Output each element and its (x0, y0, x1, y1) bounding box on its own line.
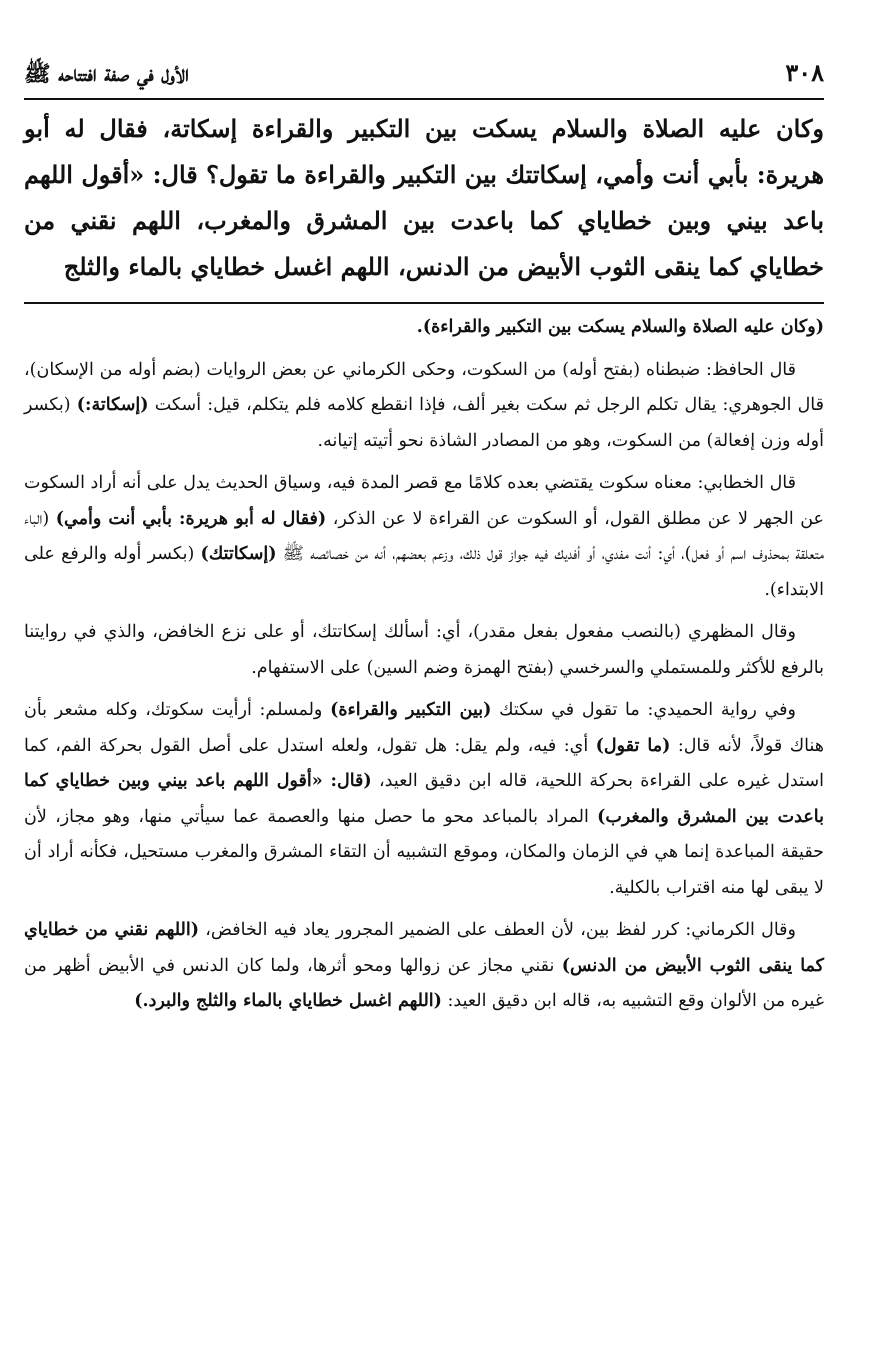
commentary-text: وقال الكرماني: كرر لفظ بين، لأن العطف على الضمير المجرور يعاد فيه الخافض، (198, 920, 796, 940)
commentary-paragraph-3 (24, 466, 824, 608)
commentary-text: المراد بالمباعد محو ما حصل منها والعصمة عما سيأتي منها، وهو مجاز، لأن حقيقة المباعدة إنما هي في الزمان والمكان، وموقع التشبيه أن التقاء المشرق والمغرب مستحيل، فكأنه أراد أن لا يبقى لها منه اقتراب بالكلية. (24, 806, 824, 898)
quoted-text: (قال: «أقول اللهم باعد بيني وبين خطاياي كما باعدت بين المشرق والمغرب) (24, 771, 824, 827)
quoted-text: (اللهم نقني من خطاياي كما ينقى الثوب الأبيض من الدنس) (24, 920, 824, 976)
commentary-text: أي: فيه، ولم يقل: هل تقول، ولعله استدل على أصل القول بحركة الفم، كما استدل غيره على القراءة بحركة اللحية، قاله ابن دقيق العيد، (24, 735, 824, 791)
header-rule (24, 98, 824, 100)
quoted-text: (وكان عليه الصلاة والسلام يسكت بين التكبير والقراءة). (416, 317, 824, 337)
running-title: الأول في صفة افتتاحه ﷺ (24, 61, 189, 87)
quoted-text: (ما تقول) (595, 735, 671, 756)
commentary-text: قال الحافظ: ضبطناه (بفتح أوله) من السكوت، وحكى الكرماني عن بعض الروايات (بضم أوله من الإسكان)، قال الجوهري: يقال تكلم الرجل ثم سكت بغير ألف، فإذا انقطع كلامه فلم يتكلم، قيل: أسكت (24, 359, 824, 415)
commentary-text: نقني مجاز عن زوالها ومحو أثرها، ولما كان الدنس في الأبيض أظهر من غيره من الألوان وقع التشبيه به، قاله ابن دقيق العيد: (24, 955, 824, 1011)
commentary-paragraph-6 (24, 913, 824, 1020)
quoted-text: (فقال له أبو هريرة: بأبي أنت وأمي) (55, 508, 327, 529)
page-number: ٣٠٨ (785, 58, 824, 87)
commentary-text: ولمسلم: أرأيت سكوتك، وكله مشعر بأن هناك قولاً، لأنه قال: (24, 700, 824, 756)
commentary-text: قال الخطابي: معناه سكوت يقتضي بعده كلامًا مع قصر المدة فيه، وسياق الحديث يدل على أنه أراد السكوت عن الجهر لا عن مطلق القول، أو السكوت عن القراءة لا عن الذكر، (24, 473, 824, 529)
quoted-text: (اللهم اغسل خطاياي بالماء والثلج والبرد.) (134, 991, 442, 1011)
commentary (24, 310, 824, 1020)
book-page (24, 58, 824, 1027)
commentary-text: (بكسر أوله والرفع على الابتداء). (24, 544, 824, 600)
commentary-paragraph-5 (24, 693, 824, 906)
commentary-text: وقال المظهري (بالنصب مفعول بفعل مقدر)، أي: أسألك إسكاتتك، أو على نزع الخافض، والذي في روايتنا بالرفع للأكثر وللمستملي والسرخسي (بفتح الهمزة وضم السين) على الاستفهام. (24, 622, 824, 678)
main-text (24, 106, 824, 290)
main-text-paragraph: وكان عليه الصلاة والسلام يسكت بين التكبير والقراءة إسكاتة، فقال له أبو هريرة: بأبي أنت وأمي، إسكاتتك بين التكبير والقراءة ما تقول؟ قال: «أقول اللهم باعد بيني وبين خطاياي كما باعدت بين المشرق والمغرب، اللهم نقني من خطاياي كما ينقى الثوب الأبيض من الدنس، اللهم اغسل خطاياي بالماء والثلج (24, 114, 824, 281)
quoted-text: (إسكاتتك) (200, 544, 277, 564)
quoted-text: (إسكاتة:) (76, 395, 149, 415)
page-header (24, 58, 824, 98)
commentary-text: (الباء متعلقة بمحذوف اسم أو فعل)، أي: أنت مفدي، أو أفديك فيه جواز قول ذلك، وزعم بعضهم، أنه من خصائصه ﷺ (24, 508, 824, 564)
quoted-text: (بين التكبير والقراءة) (330, 700, 492, 720)
commentary-text: (بكسر أوله وزن إفعالة) من السكوت، وهو من المصادر الشاذة نحو أتيته إتيانه. (24, 395, 824, 451)
commentary-paragraph-1 (24, 310, 824, 346)
footnote-separator (24, 302, 824, 304)
commentary-text: وفي رواية الحميدي: ما تقول في سكتك (491, 700, 796, 720)
commentary-paragraph-2 (24, 353, 824, 460)
commentary-paragraph-4 (24, 615, 824, 686)
